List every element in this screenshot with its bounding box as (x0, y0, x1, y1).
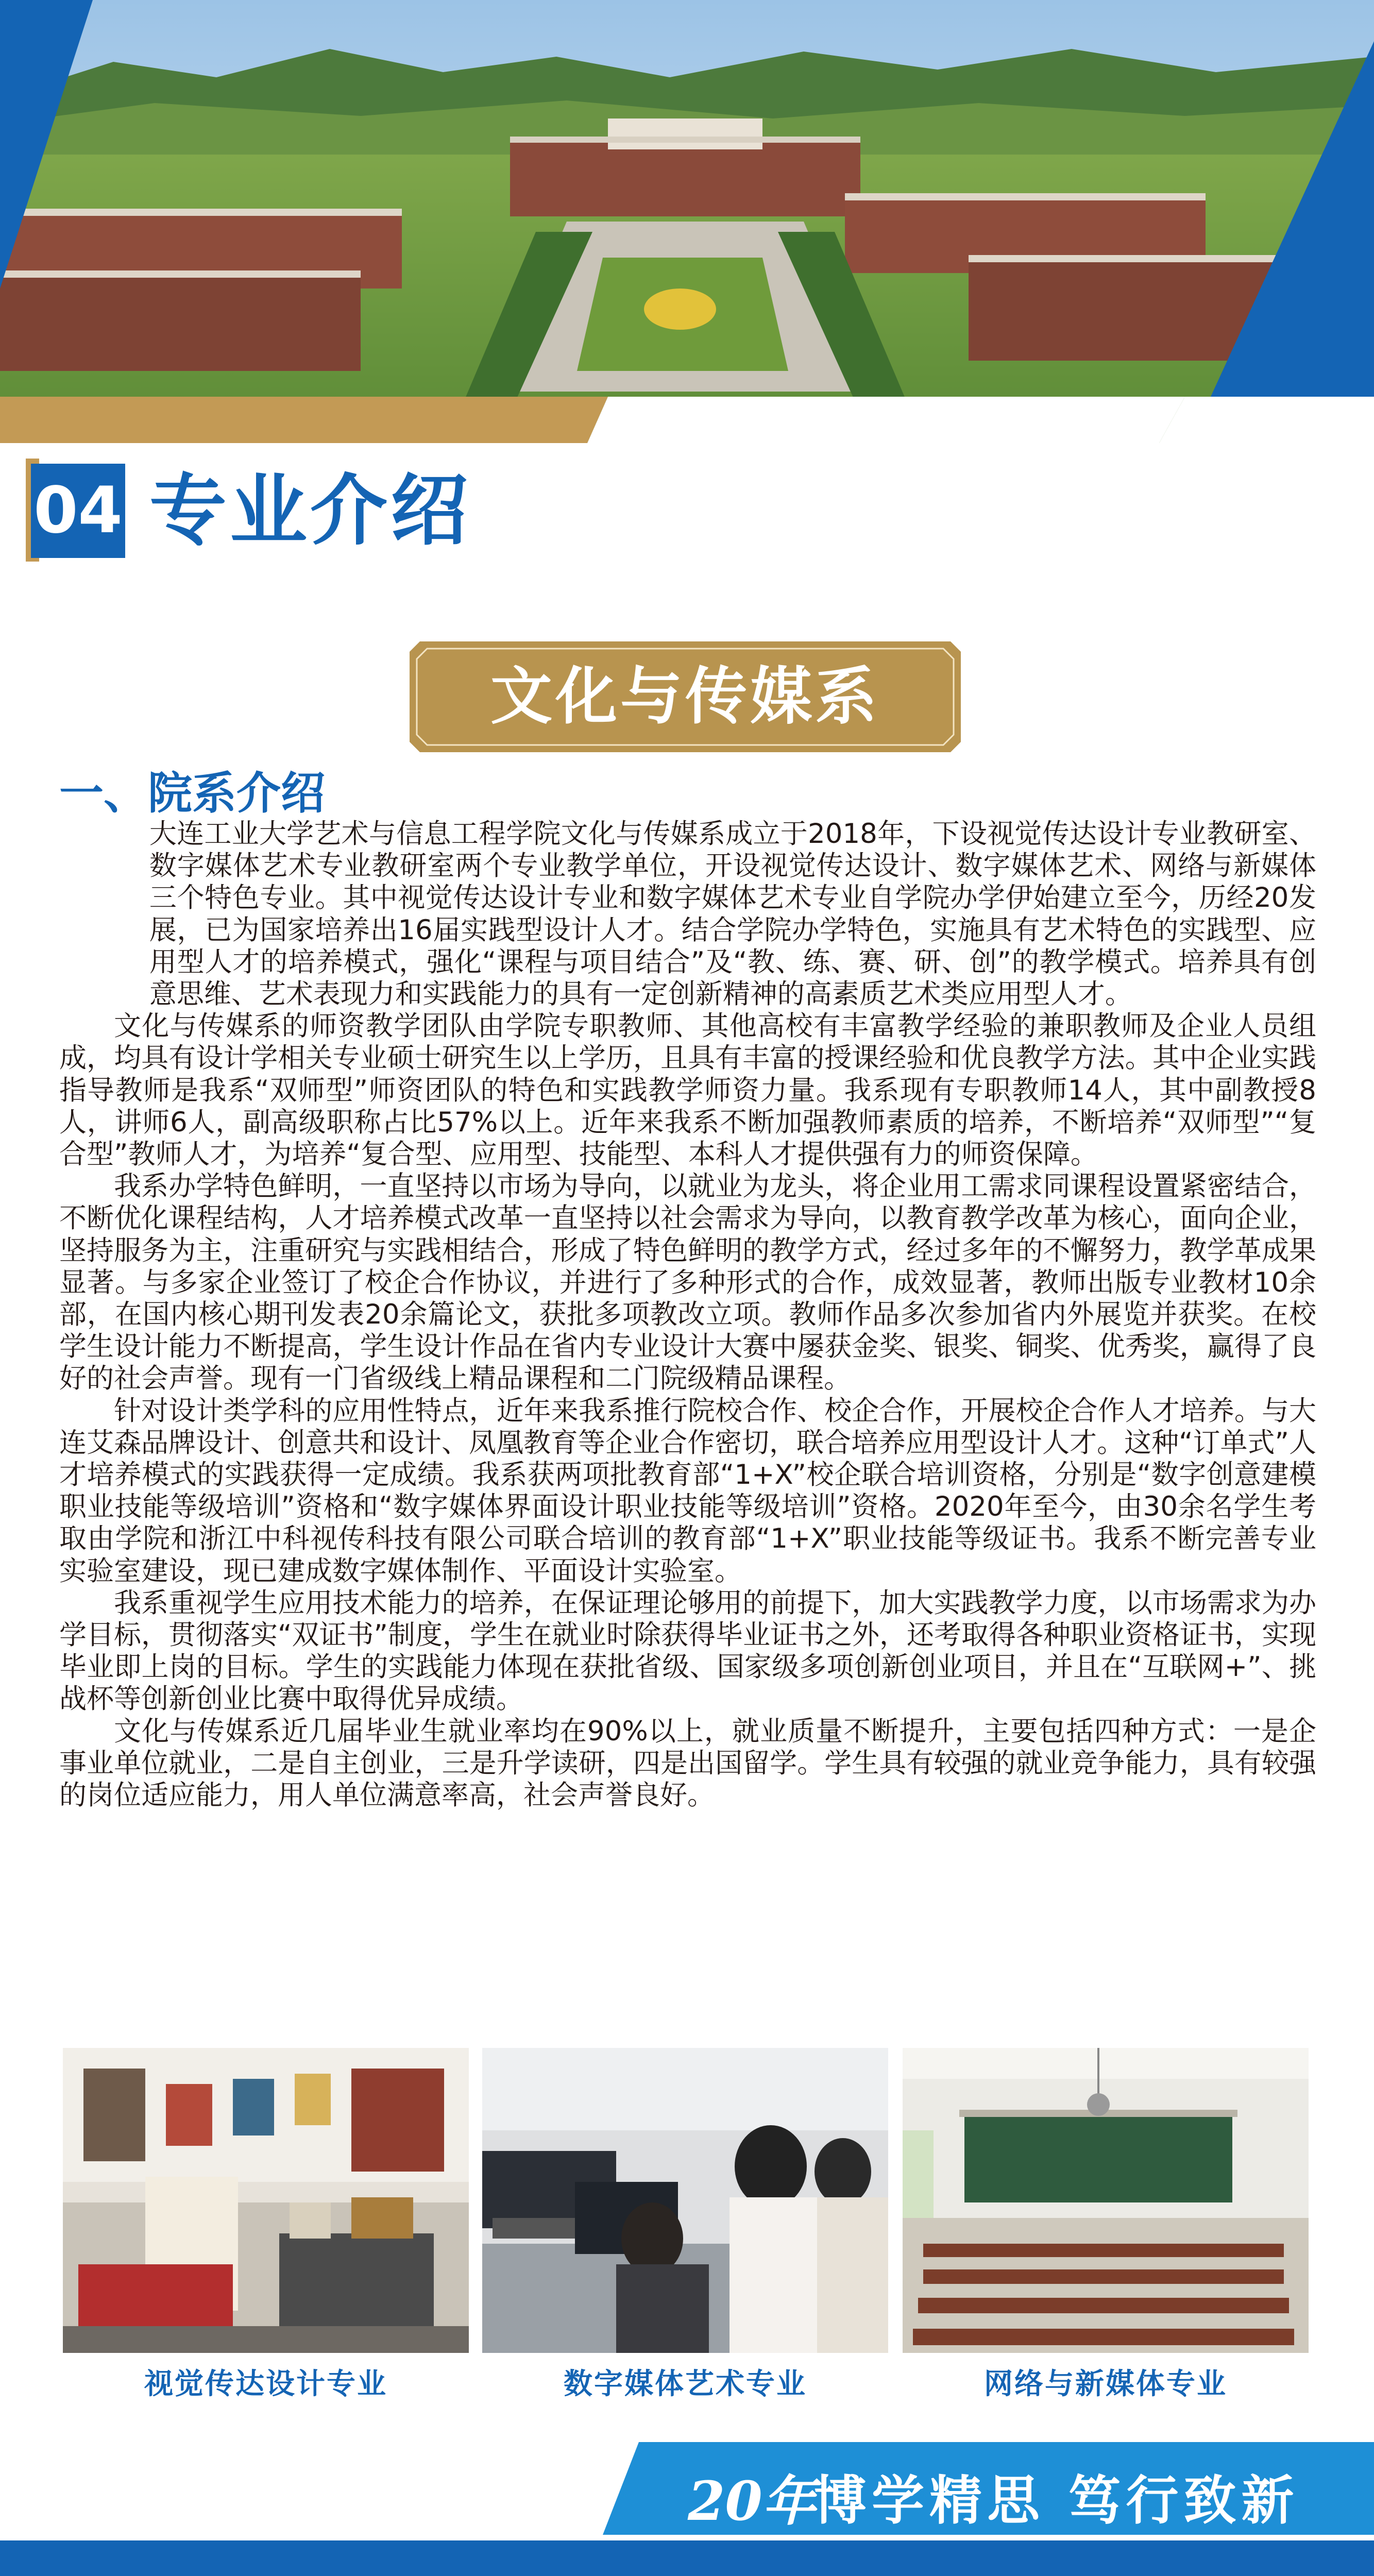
campus-aerial-illustration (0, 0, 1374, 443)
anniversary-logo: 20年 (688, 2469, 816, 2533)
hero-campus-photo (0, 0, 1374, 443)
computer-lab-image (482, 2048, 888, 2353)
photo-network-new-media (903, 2048, 1309, 2353)
intro-paragraph: 我系办学特色鲜明，一直坚持以市场为导向，以就业为龙头，将企业用工需求同课程设置紧密结合，不断优化课程结构，人才培养模式改革一直坚持以社会需求为导向，以教育教学改革为核心，面向企业，坚持服务为主，注重研究与实践相结合，形成了特色鲜明的教学方式，经过多年的不懈努力，教学革成果显著。与多家企业签订了校企合作协议，并进行了多种形式的合作，成效显著，教师出版专业教材10余部，在国内核心期刊发表20余篇论文，获批多项教改立项。教师作品多次参加省内外展览并获奖。在校学生设计能力不断提高，学生设计作品在省内专业设计大赛中屡获金奖、银奖、铜奖、优秀奖，赢得了良好的社会声誉。现有一门省级线上精品课程和二门院级精品课程。 (59, 1171, 1316, 1395)
footer-slogan: 博学精思 笃行致新 (814, 2470, 1299, 2532)
classroom-image (903, 2048, 1309, 2353)
photo-visual-communication (63, 2048, 469, 2353)
intro-paragraph: 大连工业大学艺术与信息工程学院文化与传媒系成立于2018年，下设视觉传达设计专业教研室、数字媒体艺术专业教研室两个专业教学单位，开设视觉传达设计、数字媒体艺术、网络与新媒体三个特色专业。其中视觉传达设计专业和数字媒体艺术专业自学院办学伊始建立至今，历经20发展，已为国家培养出16届实践型设计人才。结合学院办学特色，实施具有艺术特色的实践型、应用型人才的培养模式，强化“课程与项目结合”及“教、练、赛、研、创”的教学模式。培养具有创意思维、艺术表现力和实践能力的具有一定创新精神的高素质艺术类应用型人才。 (149, 818, 1316, 1010)
photo-caption: 视觉传达设计专业 (144, 2367, 387, 2401)
department-name: 文化与传媒系 (490, 661, 880, 733)
section-number: 04 (33, 473, 123, 548)
photo-digital-media-art (482, 2048, 888, 2353)
intro-body (59, 818, 1316, 1811)
exhibition-room-image (63, 2048, 469, 2353)
intro-paragraph: 针对设计类学科的应用性特点，近年来我系推行院校合作、校企合作，开展校企合作人才培养。与大连艾森品牌设计、创意共和设计、凤凰教育等企业合作密切，联合培养应用型设计人才。这种“订单式”人才培养模式的实践获得一定成绩。我系获两项批教育部“1+X”校企联合培训资格，分别是“数字创意建模职业技能等级培训”资格和“数字媒体界面设计职业技能等级培训”资格。2020年至今，由30余名学生考取由学院和浙江中科视传科技有限公司联合培训的教育部“1+X”职业技能等级证书。我系不断完善专业实验室建设，现已建成数字媒体制作、平面设计实验室。 (59, 1395, 1316, 1587)
photo-caption: 数字媒体艺术专业 (564, 2367, 807, 2401)
intro-paragraph: 我系重视学生应用技术能力的培养，在保证理论够用的前提下，加大实践教学力度，以市场需求为办学目标，贯彻落实“双证书”制度，学生在就业时除获得毕业证书之外，还考取得各种职业资格证书，实现毕业即上岗的目标。学生的实践能力体现在获批省级、国家级多项创新创业项目，并且在“互联网+”、挑战杯等创新创业比赛中取得优异成绩。 (59, 1587, 1316, 1715)
department-banner (410, 641, 961, 752)
photo-caption: 网络与新媒体专业 (984, 2367, 1227, 2401)
intro-paragraph: 文化与传媒系近几届毕业生就业率均在90%以上，就业质量不断提升，主要包括四种方式：一是企事业单位就业，二是自主创业，三是升学读研，四是出国留学。学生具有较强的就业竞争能力，具有较强的岗位适应能力，用人单位满意率高，社会声誉良好。 (59, 1715, 1316, 1811)
intro-heading: 一、院系介绍 (59, 768, 325, 819)
intro-paragraph: 文化与传媒系的师资教学团队由学院专职教师、其他高校有丰富教学经验的兼职教师及企业人员组成，均具有设计学相关专业硕士研究生以上学历，且具有丰富的授课经验和优良教学方法。其中企业实践指导教师是我系“双师型”师资团队的特色和实践教学师资力量。我系现有专职教师14人，其中副教授8人，讲师6人，副高级职称占比57%以上。近年来我系不断加强教师素质的培养，不断培养“双师型”“复合型”教师人才，为培养“复合型、应用型、技能型、本科人才提供强有力的师资保障。 (59, 1010, 1316, 1171)
section-title: 专业介绍 (149, 466, 471, 556)
